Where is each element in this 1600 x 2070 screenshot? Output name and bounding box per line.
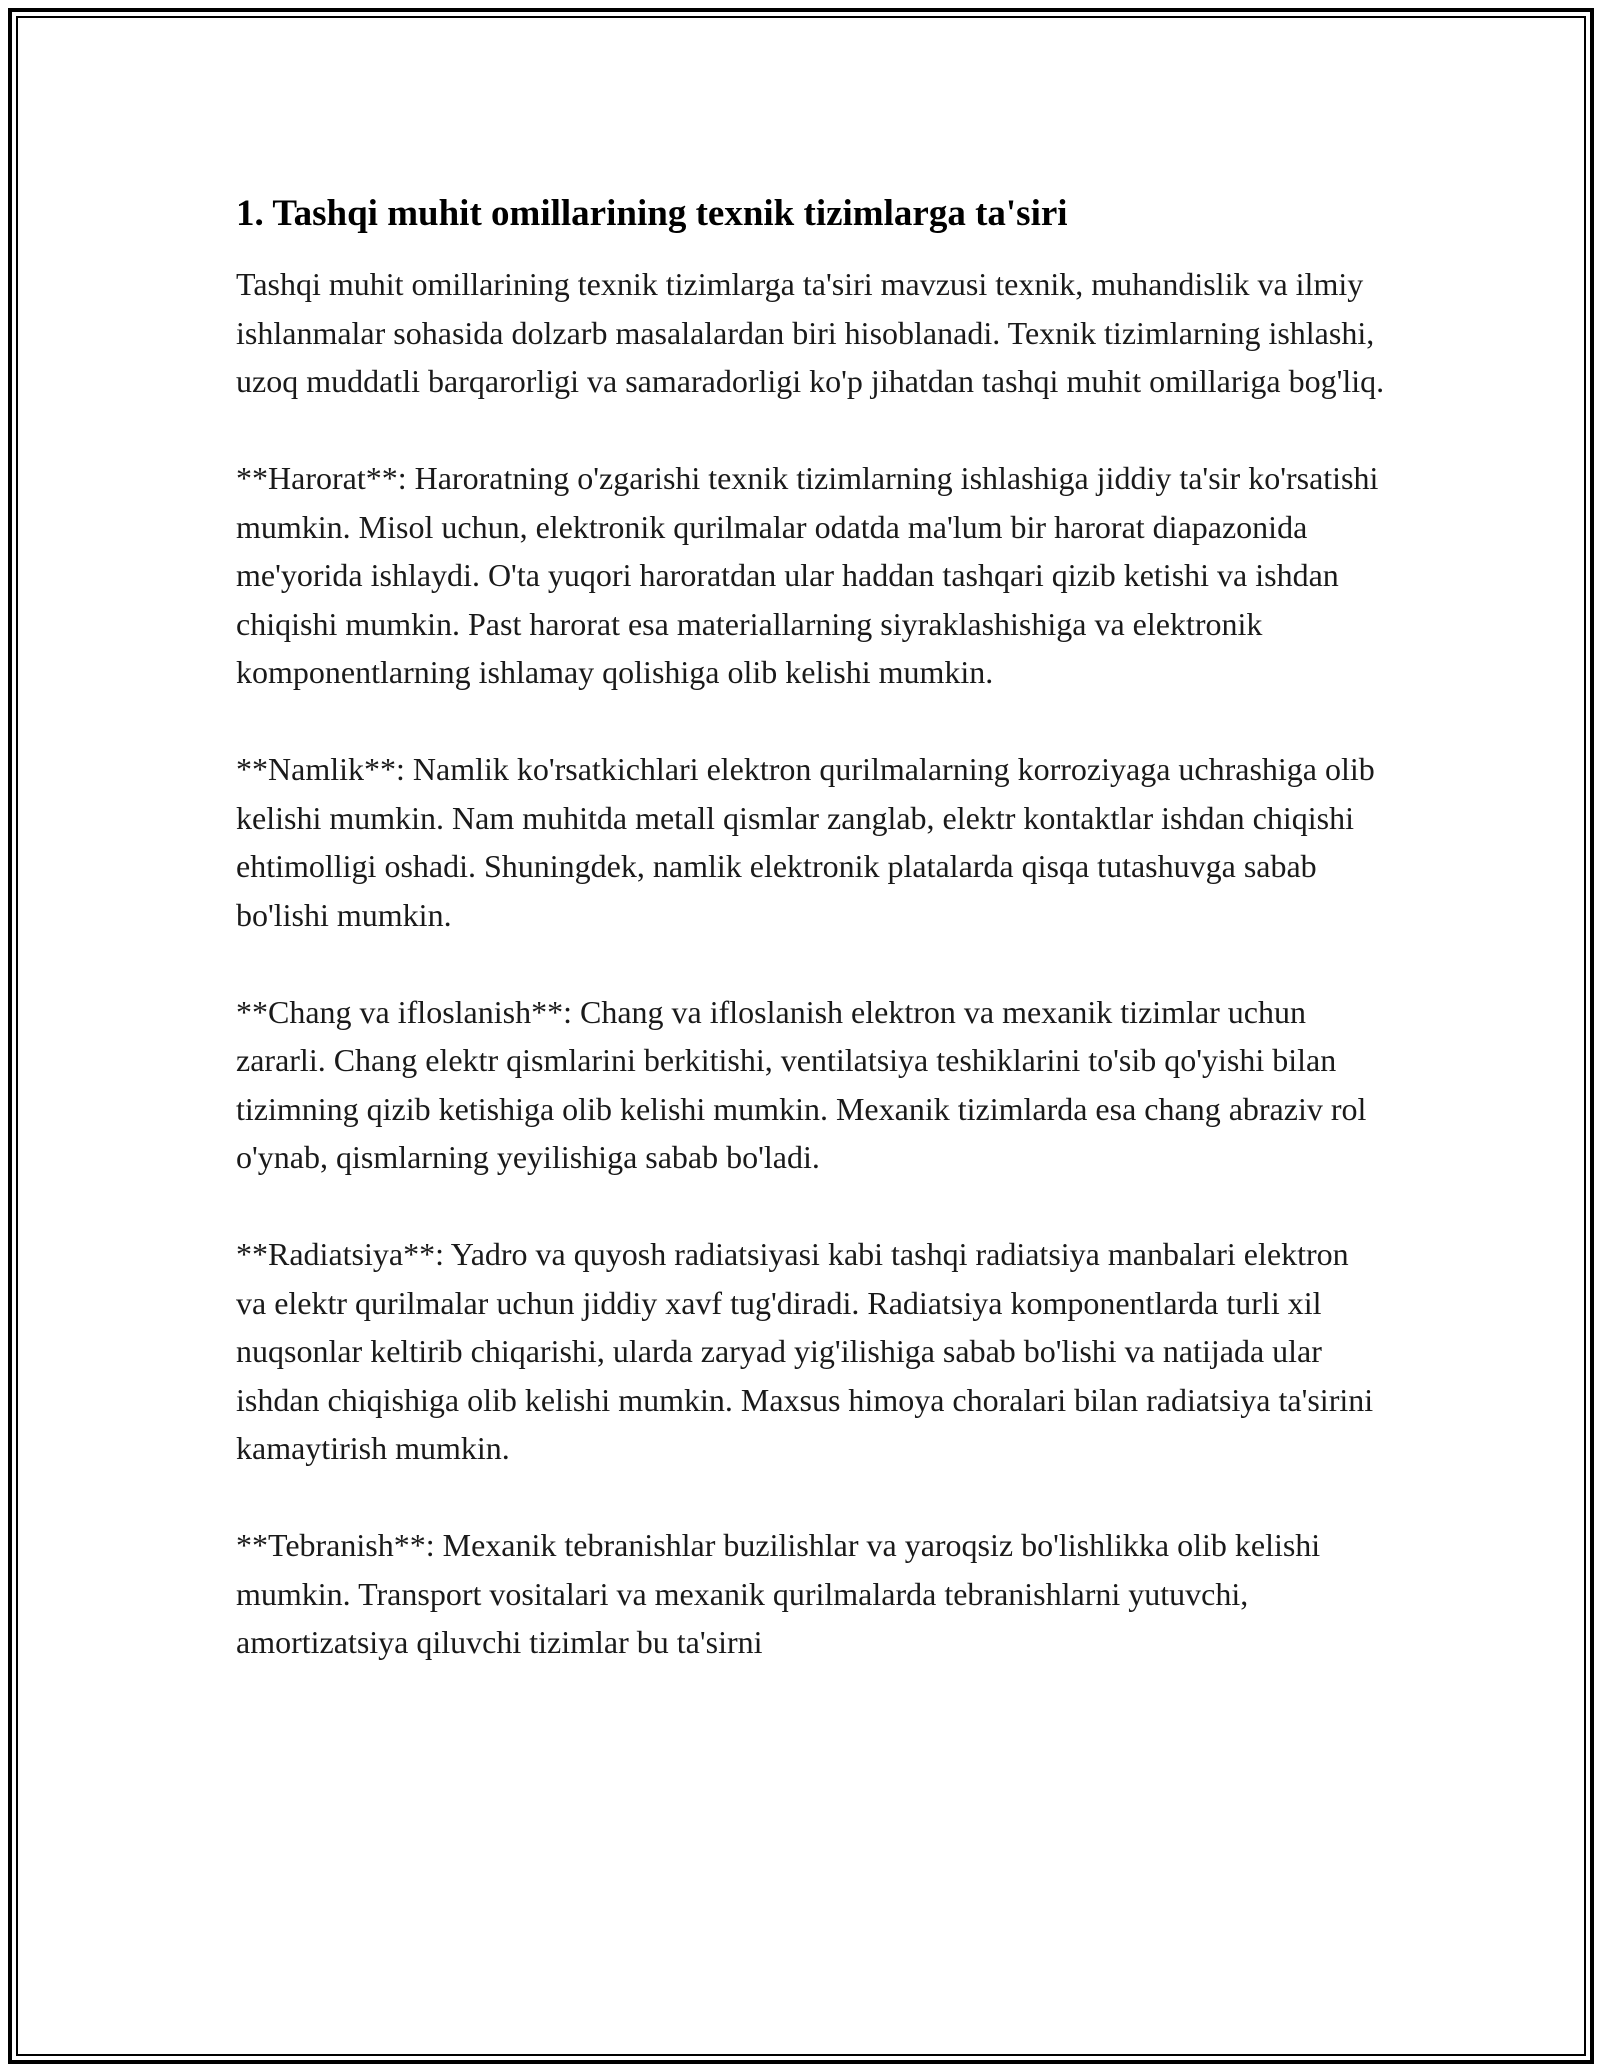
paragraph-tebranish: **Tebranish**: Mexanik tebranishlar buzilishlar va yaroqsiz bo'lishlikka olib kelishi mumkin. Transport vositalari va mexanik qurilmalarda tebranishlarni yutuvchi, amortizatsiya qiluvchi tizimlar bu ta'sirni — [236, 1527, 1321, 1660]
paragraph-intro: Tashqi muhit omillarining texnik tizimlarga ta'siri mavzusi texnik, muhandislik va ilmiy ishlanmalar sohasida dolzarb masalalardan biri hisoblanadi. Texnik tizimlarning ishlashi, uzoq muddatli barqarorligi va samaradorligi ko'p jihatdan tashqi muhit omillariga bog'liq. — [236, 266, 1385, 399]
paragraph-chang: **Chang va ifloslanish**: Chang va ifloslanish elektron va mexanik tizimlar uchun zararli. Chang elektr qismlarini berkitishi, ventilatsiya teshiklarini to'sib qo'yishi bilan tizimning qizib ketishiga olib kelishi mumkin. Mexanik tizimlarda esa chang abraziv rol o'ynab, qismlarning yeyilishiga sabab bo'ladi. — [236, 993, 1367, 1175]
section-heading: 1. Tashqi muhit omillarining texnik tizimlarga ta'siri — [236, 193, 1068, 234]
paragraph-harorat: **Harorat**: Haroratning o'zgarishi texnik tizimlarning ishlashiga jiddiy ta'sir ko'rsatishi mumkin. Misol uchun, elektronik qurilmalar odatda ma'lum bir harorat diapazonida me'yorida ishlaydi. O'ta yuqori haroratdan ular haddan tashqari qizib ketishi va ishdan chiqishi mumkin. Past harorat esa materiallarning siyraklashishiga va elektronik komponentlarning ishlamay qolishiga olib kelishi mumkin. — [236, 460, 1379, 690]
paragraph-namlik: **Namlik**: Namlik ko'rsatkichlari elektron qurilmalarning korroziyaga uchrashiga olib kelishi mumkin. Nam muhitda metall qismlar zanglab, elektr kontaktlar ishdan chiqishi ehtimolligi oshadi. Shuningdek, namlik elektronik platalarda qisqa tutashuvga sabab bo'lishi mumkin. — [236, 751, 1375, 933]
document-body — [236, 180, 1386, 1715]
paragraph-radiatsiya: **Radiatsiya**: Yadro va quyosh radiatsiyasi kabi tashqi radiatsiya manbalari elektron va elektr qurilmalar uchun jiddiy xavf tug'diradi. Radiatsiya komponentlarda turli xil nuqsonlar keltirib chiqarishi, ularda zaryad yig'ilishiga sabab bo'lishi va natijada ular ishdan chiqishiga olib kelishi mumkin. Maxsus himoya choralari bilan radiatsiya ta'sirini kamaytirish mumkin. — [236, 1236, 1374, 1466]
